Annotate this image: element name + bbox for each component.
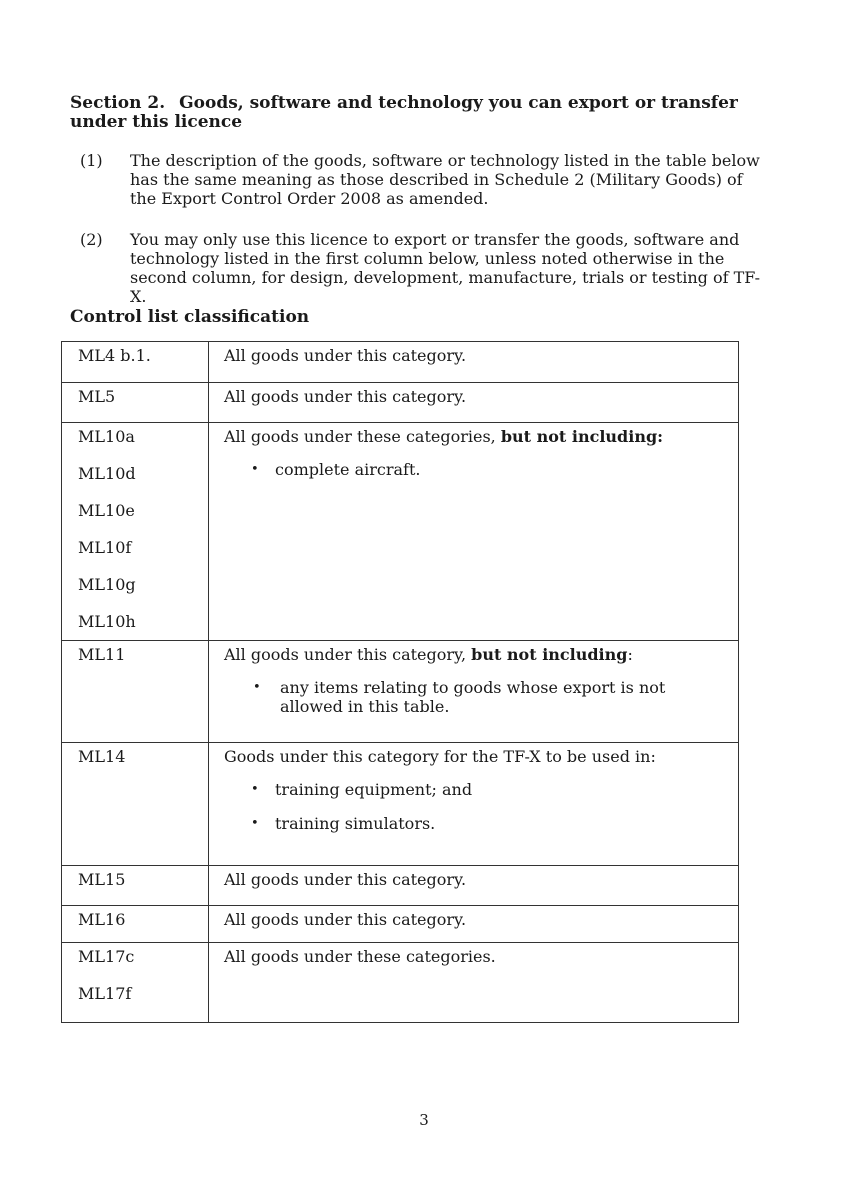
control-code: ML5 [78, 387, 116, 406]
bullet-text: complete aircraft. [275, 460, 421, 479]
bullet-list [224, 460, 738, 479]
code-cell [62, 743, 209, 866]
code-cell [62, 943, 209, 1023]
description-cell [209, 743, 739, 866]
description-cell [209, 866, 739, 906]
bullet-icon: • [251, 816, 259, 831]
control-code: ML11 [78, 645, 126, 664]
description-text: All goods under this category. [224, 387, 467, 406]
description-cell [209, 943, 739, 1023]
table-row [62, 423, 739, 641]
control-code: ML16 [78, 910, 126, 929]
bullet-icon: • [251, 782, 259, 797]
section-heading [70, 94, 770, 132]
description-cell [209, 641, 739, 743]
description-text: Goods under this category for the TF-X to be used in: [224, 747, 656, 766]
control-code: ML10d [78, 464, 136, 483]
code-cell [62, 641, 209, 743]
control-list-table [61, 341, 739, 1023]
paragraph-number: (2) [80, 230, 103, 249]
bullet-text: training equipment; and [275, 780, 473, 799]
bullet-icon: • [253, 680, 261, 695]
description-suffix: : [627, 645, 633, 664]
control-code: ML15 [78, 870, 126, 889]
table-row [62, 743, 739, 866]
code-cell [62, 423, 209, 641]
description-exclusion: but not including [471, 645, 628, 664]
list-item [224, 814, 695, 833]
table-row [62, 383, 739, 423]
description-exclusion: but not including: [500, 427, 664, 446]
table-row [62, 641, 739, 743]
paragraph-text: You may only use this licence to export or transfer the goods, software and technology listed in the first column below, unless noted otherwise in the second column, for design, development, manufacture, trials or testing of TF-X. [130, 230, 761, 306]
code-cell [62, 906, 209, 943]
paragraph-number: (1) [80, 151, 103, 170]
control-code: ML10f [78, 538, 132, 557]
description-cell [209, 423, 739, 641]
control-code: ML17c [78, 947, 135, 966]
bullet-icon: • [251, 462, 259, 477]
description-text: All goods under this category. [224, 870, 467, 889]
code-cell [62, 866, 209, 906]
control-code: ML10h [78, 612, 136, 631]
section-number: Section 2. [70, 93, 166, 113]
list-item [224, 678, 700, 716]
table-row [62, 943, 739, 1023]
bullet-list [224, 678, 738, 716]
control-code: ML14 [78, 747, 126, 766]
code-cell [62, 342, 209, 383]
bullet-text: any items relating to goods whose export is not allowed in this table. [280, 678, 666, 716]
description-cell [209, 906, 739, 943]
description-text: All goods under this category, [224, 645, 472, 664]
control-code: ML17f [78, 984, 132, 1003]
control-code: ML4 b.1. [78, 346, 151, 365]
table-row [62, 906, 739, 943]
list-item [224, 780, 695, 799]
bullet-text: training simulators. [275, 814, 436, 833]
control-code: ML10e [78, 501, 135, 520]
control-code: ML10a [78, 427, 135, 446]
list-item [224, 460, 695, 479]
description-text: All goods under this category. [224, 910, 467, 929]
description-cell [209, 383, 739, 423]
paragraph-text: The description of the goods, software or technology listed in the table below has the same meaning as those described in Schedule 2 (Military Goods) of the Export Control Order 2008 as amended. [130, 151, 760, 208]
description-cell [209, 342, 739, 383]
description-text: All goods under this category. [224, 346, 467, 365]
table-row [62, 866, 739, 906]
bullet-list [224, 780, 738, 833]
page-number: 3 [419, 1111, 429, 1129]
table-row [62, 342, 739, 383]
code-cell [62, 383, 209, 423]
description-text: All goods under these categories, [224, 427, 501, 446]
description-text: All goods under these categories. [224, 947, 496, 966]
control-code: ML10g [78, 575, 136, 594]
section-title: Goods, software and technology you can export or transfer under this licence [70, 93, 738, 132]
table-heading: Control list classification [70, 307, 310, 327]
